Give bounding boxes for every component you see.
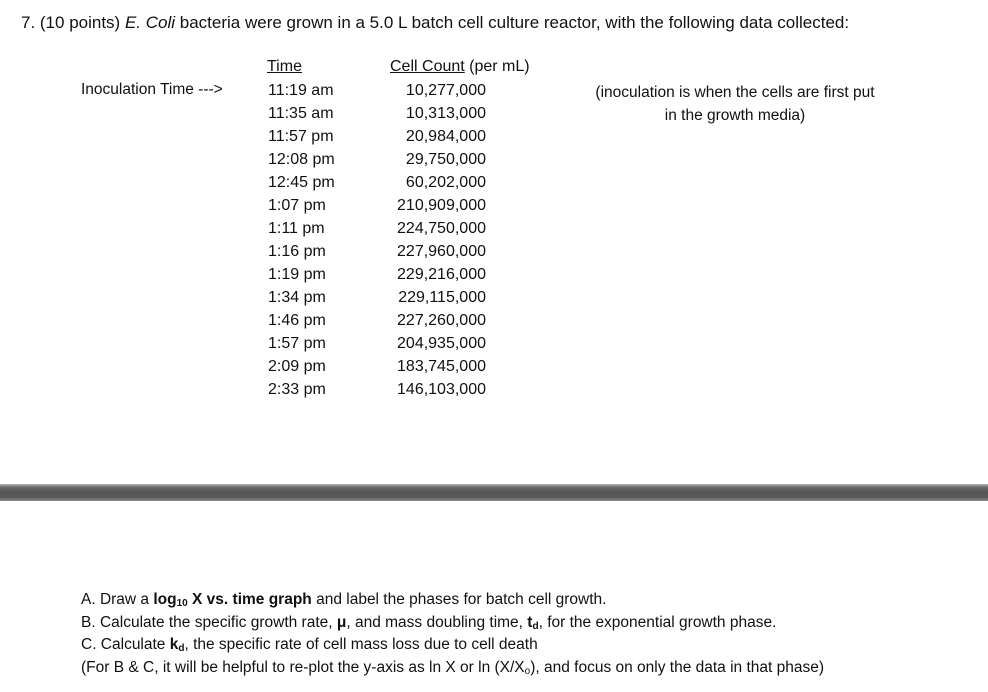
part-b-middle: , and mass doubling time, xyxy=(346,613,528,631)
count-column-header xyxy=(390,58,530,76)
inoculation-label: Inoculation Time ---> xyxy=(81,81,223,98)
time-cell: 1:11 pm xyxy=(268,220,325,237)
inoculation-note xyxy=(555,81,915,127)
hint-subscript: o xyxy=(524,665,531,677)
count-cell: 210,909,000 xyxy=(397,197,486,214)
count-cell: 227,960,000 xyxy=(397,243,486,260)
time-cell: 1:07 pm xyxy=(268,197,326,214)
question-prefix: 7. (10 points) xyxy=(21,13,125,32)
count-cell: 20,984,000 xyxy=(405,128,486,145)
part-a-bold-rest: X vs. time graph xyxy=(187,591,312,608)
part-c-suffix: , the specific rate of cell mass loss due to cell death xyxy=(184,636,538,653)
count-cell: 204,935,000 xyxy=(397,335,486,352)
time-cell: 12:08 pm xyxy=(268,151,335,168)
section-divider xyxy=(0,484,988,501)
time-cell: 11:57 pm xyxy=(268,128,334,145)
part-b-prefix: B. Calculate the specific growth rate, xyxy=(81,613,337,631)
time-cell: 11:19 am xyxy=(268,82,334,99)
count-cell: 60,202,000 xyxy=(405,174,486,191)
mu-symbol: μ xyxy=(336,613,347,631)
time-column-header: Time xyxy=(267,58,302,75)
count-header-main: Cell Count xyxy=(390,58,465,75)
time-cell: 12:45 pm xyxy=(268,174,335,191)
part-c xyxy=(81,634,824,657)
count-cell: 227,260,000 xyxy=(397,312,486,329)
time-cell: 2:33 pm xyxy=(268,381,326,398)
part-a-prefix: A. Draw a xyxy=(81,591,154,608)
count-cell: 10,277,000 xyxy=(405,82,486,99)
part-a-log-base: 10 xyxy=(176,598,188,609)
part-a-suffix: and label the phases for batch cell growth. xyxy=(311,591,607,608)
count-cell: 146,103,000 xyxy=(397,381,486,398)
count-cell: 229,216,000 xyxy=(397,266,486,283)
count-cell: 183,745,000 xyxy=(397,358,486,375)
note-line-1: (inoculation is when the cells are first put xyxy=(595,84,875,101)
kd-symbol: k xyxy=(169,636,179,653)
time-cell: 2:09 pm xyxy=(268,358,326,375)
time-cell: 1:46 pm xyxy=(268,312,326,329)
note-line-2: in the growth media) xyxy=(664,107,806,124)
time-cell: 1:34 pm xyxy=(268,289,326,306)
question-suffix: bacteria were grown in a 5.0 L batch cell culture reactor, with the following data collected: xyxy=(175,13,850,32)
td-symbol: t xyxy=(527,613,533,631)
organism-name: E. Coli xyxy=(124,13,176,32)
time-cell: 1:57 pm xyxy=(268,335,326,352)
count-cell: 29,750,000 xyxy=(405,151,486,168)
time-cell: 1:16 pm xyxy=(268,243,326,260)
count-cell: 229,115,000 xyxy=(398,289,486,306)
hint-suffix: ), and focus on only the data in that phase) xyxy=(530,658,825,676)
question-title xyxy=(21,13,849,33)
part-b xyxy=(81,612,824,635)
td-subscript: d xyxy=(532,620,539,632)
kd-subscript: d xyxy=(178,643,185,654)
time-cell: 1:19 pm xyxy=(268,266,326,283)
question-parts xyxy=(81,589,824,679)
part-a-log: log xyxy=(153,591,177,608)
part-b-suffix: , for the exponential growth phase. xyxy=(538,613,777,631)
part-a xyxy=(81,589,824,612)
count-cell: 224,750,000 xyxy=(397,220,486,237)
hint-prefix: (For B & C, it will be helpful to re-plot the y-axis as ln X or ln (X/X xyxy=(81,658,525,676)
hint-line xyxy=(81,657,824,680)
count-header-unit: (per mL) xyxy=(464,58,530,75)
time-cell: 11:35 am xyxy=(268,105,334,122)
count-cell: 10,313,000 xyxy=(405,105,486,122)
part-c-prefix: C. Calculate xyxy=(81,636,170,653)
